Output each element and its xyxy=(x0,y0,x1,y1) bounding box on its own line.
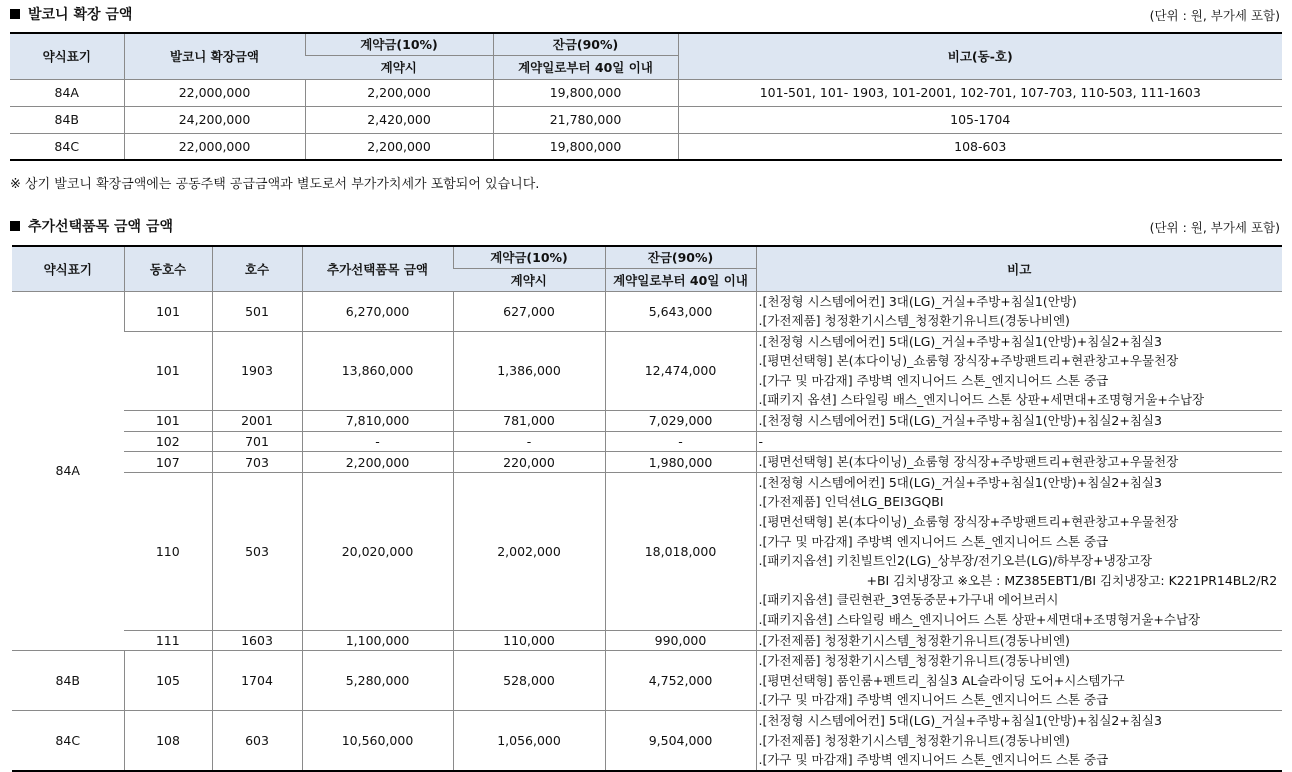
cell-balance: 21,780,000 xyxy=(493,106,678,133)
cell-balance: 12,474,000 xyxy=(605,331,756,410)
col-header-balance-sub: 계약일로부터 40일 이내 xyxy=(493,55,678,79)
cell-amount: 20,020,000 xyxy=(302,472,453,630)
cell-amount: 22,000,000 xyxy=(124,133,305,160)
remark-line: .[가전제품] 청정환기시스템_청정환기유니트(경동나비엔) xyxy=(758,313,1070,329)
section2-unit: (단위 : 원, 부가세 포함) xyxy=(1149,220,1280,235)
col-header-unit: 호수 xyxy=(212,246,302,291)
cell-deposit: 627,000 xyxy=(453,291,605,331)
cell-remarks xyxy=(756,411,1282,432)
balcony-note: ※ 상기 발코니 확장금액에는 공동주택 공급금액과 별도로서 부가가치세가 포함되어 있습니다. xyxy=(10,177,540,192)
col-header-balance: 잔금(90%) xyxy=(493,33,678,55)
remark-line: - xyxy=(758,433,764,449)
cell-type: 84B xyxy=(10,106,124,133)
cell-remarks xyxy=(756,291,1282,331)
col-header-type: 약식표기 xyxy=(12,246,124,291)
cell-deposit: 1,056,000 xyxy=(453,710,605,770)
section1-title: 발코니 확장 금액 xyxy=(10,4,132,24)
cell-building: 110 xyxy=(124,472,212,630)
col-header-amount: 발코니 확장금액 xyxy=(124,33,305,79)
remark-line: .[가전제품] 청정환기시스템_청정환기유니트(경동나비엔) xyxy=(758,632,1070,648)
col-header-remarks: 비고 xyxy=(756,246,1282,291)
cell-balance: 9,504,000 xyxy=(605,710,756,770)
remark-line: .[천정형 시스템에어컨] 5대(LG)_거실+주방+침실1(안방)+침실2+침실3 xyxy=(758,413,1162,429)
cell-building: 101 xyxy=(124,331,212,410)
cell-balance: 19,800,000 xyxy=(493,79,678,106)
section2-title: 추가선택품목 금액 금액 xyxy=(10,216,173,236)
cell-amount: 7,810,000 xyxy=(302,411,453,432)
cell-deposit: 1,386,000 xyxy=(453,331,605,410)
remark-line: .[천정형 시스템에어컨] 5대(LG)_거실+주방+침실1(안방)+침실2+침실3 xyxy=(758,474,1162,490)
cell-unit: 603 xyxy=(212,710,302,770)
col-header-deposit: 계약금(10%) xyxy=(305,33,493,55)
table-row xyxy=(10,79,1282,106)
cell-amount: - xyxy=(302,431,453,452)
remark-line: .[가전제품] 인덕션LG_BEI3GQBI xyxy=(758,494,944,510)
cell-remarks xyxy=(756,630,1282,651)
cell-balance: 5,643,000 xyxy=(605,291,756,331)
square-bullet-icon xyxy=(10,9,20,19)
cell-amount: 24,200,000 xyxy=(124,106,305,133)
options-table xyxy=(12,245,1282,772)
remark-line: .[평면선택형] 본(本다이닝)_쇼룸형 장식장+주방팬트리+현관창고+우물천장 xyxy=(758,454,1179,470)
remark-line: .[패키지 옵션] 스타일링 배스_엔지니어드 스톤 상판+세면대+조명형거울+수납장 xyxy=(758,392,1205,408)
cell-remarks xyxy=(756,710,1282,770)
col-header-balance: 잔금(90%) xyxy=(605,246,756,268)
table-row xyxy=(12,472,1282,630)
table-row xyxy=(10,106,1282,133)
remark-line: .[천정형 시스템에어컨] 5대(LG)_거실+주방+침실1(안방)+침실2+침실3 xyxy=(758,712,1162,728)
remark-line: +BI 김치냉장고 ※오븐 : MZ385EBT1/BI 김치냉장고: K221PR14BL2/R2 xyxy=(866,572,1278,588)
cell-balance: 990,000 xyxy=(605,630,756,651)
remark-line: .[평면선택형] 품인룸+펜트리_침실3 AL슬라이딩 도어+시스템가구 xyxy=(758,672,1125,688)
cell-deposit: 220,000 xyxy=(453,452,605,473)
table-row xyxy=(12,651,1282,711)
cell-building: 101 xyxy=(124,411,212,432)
remark-line: .[패키지옵션] 키친빌트인2(LG)_상부장/전기오븐(LG)/하부장+냉장고장 xyxy=(758,553,1152,569)
cell-unit: 1603 xyxy=(212,630,302,651)
table-row xyxy=(12,411,1282,432)
cell-remarks xyxy=(756,651,1282,711)
table-row xyxy=(12,331,1282,410)
balcony-table xyxy=(10,32,1282,161)
remark-line: .[가구 및 마감재] 주방벽 엔지니어드 스톤_엔지니어드 스톤 중급 xyxy=(758,752,1109,768)
remark-line: .[가구 및 마감재] 주방벽 엔지니어드 스톤_엔지니어드 스톤 중급 xyxy=(758,372,1109,388)
cell-remarks: 105-1704 xyxy=(678,106,1282,133)
remark-line: .[가전제품] 청정환기시스템_청정환기유니트(경동나비엔) xyxy=(758,653,1070,669)
col-header-balance-sub: 계약일로부터 40일 이내 xyxy=(605,268,756,291)
cell-type: 84A xyxy=(12,291,124,651)
cell-amount: 10,560,000 xyxy=(302,710,453,770)
cell-amount: 6,270,000 xyxy=(302,291,453,331)
cell-amount: 2,200,000 xyxy=(302,452,453,473)
table-row xyxy=(12,630,1282,651)
remark-line: .[가구 및 마감재] 주방벽 엔지니어드 스톤_엔지니어드 스톤 중급 xyxy=(758,692,1109,708)
cell-amount: 22,000,000 xyxy=(124,79,305,106)
cell-balance: 4,752,000 xyxy=(605,651,756,711)
cell-unit: 2001 xyxy=(212,411,302,432)
table-row xyxy=(12,710,1282,770)
cell-building: 111 xyxy=(124,630,212,651)
table-row xyxy=(12,452,1282,473)
col-header-deposit-sub: 계약시 xyxy=(453,268,605,291)
remark-line: .[가전제품] 청정환기시스템_청정환기유니트(경동나비엔) xyxy=(758,732,1070,748)
col-header-deposit-sub: 계약시 xyxy=(305,55,493,79)
cell-building: 102 xyxy=(124,431,212,452)
cell-remarks xyxy=(756,331,1282,410)
remark-line: .[패키지옵션] 스타일링 배스_엔지니어드 스톤 상판+세면대+조명형거울+수납장 xyxy=(758,612,1201,627)
cell-type: 84B xyxy=(12,651,124,711)
cell-amount: 5,280,000 xyxy=(302,651,453,711)
section1-unit: (단위 : 원, 부가세 포함) xyxy=(1149,8,1280,23)
cell-remarks xyxy=(756,472,1282,630)
col-header-type: 약식표기 xyxy=(10,33,124,79)
table-row xyxy=(12,291,1282,331)
cell-balance: - xyxy=(605,431,756,452)
cell-deposit: 110,000 xyxy=(453,630,605,651)
cell-type: 84C xyxy=(10,133,124,160)
table-row xyxy=(12,431,1282,452)
cell-remarks: 101-501, 101- 1903, 101-2001, 102-701, 107-703, 110-503, 111-1603 xyxy=(678,79,1282,106)
cell-unit: 701 xyxy=(212,431,302,452)
col-header-deposit: 계약금(10%) xyxy=(453,246,605,268)
remark-line: .[천정형 시스템에어컨] 5대(LG)_거실+주방+침실1(안방)+침실2+침실3 xyxy=(758,333,1162,349)
square-bullet-icon xyxy=(10,221,20,231)
cell-building: 108 xyxy=(124,710,212,770)
cell-type: 84A xyxy=(10,79,124,106)
cell-deposit: 2,002,000 xyxy=(453,472,605,630)
cell-deposit: 528,000 xyxy=(453,651,605,711)
remark-line: .[평면선택형] 본(本다이닝)_쇼룸형 장식장+주방팬트리+현관창고+우물천장 xyxy=(758,353,1179,369)
cell-unit: 503 xyxy=(212,472,302,630)
remark-line: .[천정형 시스템에어컨] 3대(LG)_거실+주방+침실1(안방) xyxy=(758,293,1077,309)
cell-balance: 7,029,000 xyxy=(605,411,756,432)
cell-building: 105 xyxy=(124,651,212,711)
remark-line: .[평면선택형] 본(本다이닝)_쇼룸형 장식장+주방팬트리+현관창고+우물천장 xyxy=(758,514,1179,530)
cell-deposit: 2,200,000 xyxy=(305,133,493,160)
remark-line: .[패키지옵션] 클린현관_3연동중문+가구내 에어브러시 xyxy=(758,592,1059,608)
cell-amount: 1,100,000 xyxy=(302,630,453,651)
cell-deposit: 2,420,000 xyxy=(305,106,493,133)
cell-deposit: 2,200,000 xyxy=(305,79,493,106)
table-row xyxy=(10,133,1282,160)
cell-type: 84C xyxy=(12,710,124,770)
cell-unit: 703 xyxy=(212,452,302,473)
cell-building: 101 xyxy=(124,291,212,331)
cell-remarks xyxy=(756,431,1282,452)
col-header-building: 동호수 xyxy=(124,246,212,291)
cell-balance: 19,800,000 xyxy=(493,133,678,160)
cell-deposit: 781,000 xyxy=(453,411,605,432)
cell-amount: 13,860,000 xyxy=(302,331,453,410)
remark-line: .[가구 및 마감재] 주방벽 엔지니어드 스톤_엔지니어드 스톤 중급 xyxy=(758,533,1109,549)
cell-unit: 1704 xyxy=(212,651,302,711)
cell-remarks: 108-603 xyxy=(678,133,1282,160)
cell-balance: 18,018,000 xyxy=(605,472,756,630)
cell-balance: 1,980,000 xyxy=(605,452,756,473)
cell-unit: 501 xyxy=(212,291,302,331)
cell-building: 107 xyxy=(124,452,212,473)
cell-deposit: - xyxy=(453,431,605,452)
cell-unit: 1903 xyxy=(212,331,302,410)
col-header-amount: 추가선택품목 금액 xyxy=(302,246,453,291)
col-header-remarks: 비고(동-호) xyxy=(678,33,1282,79)
cell-remarks xyxy=(756,452,1282,473)
